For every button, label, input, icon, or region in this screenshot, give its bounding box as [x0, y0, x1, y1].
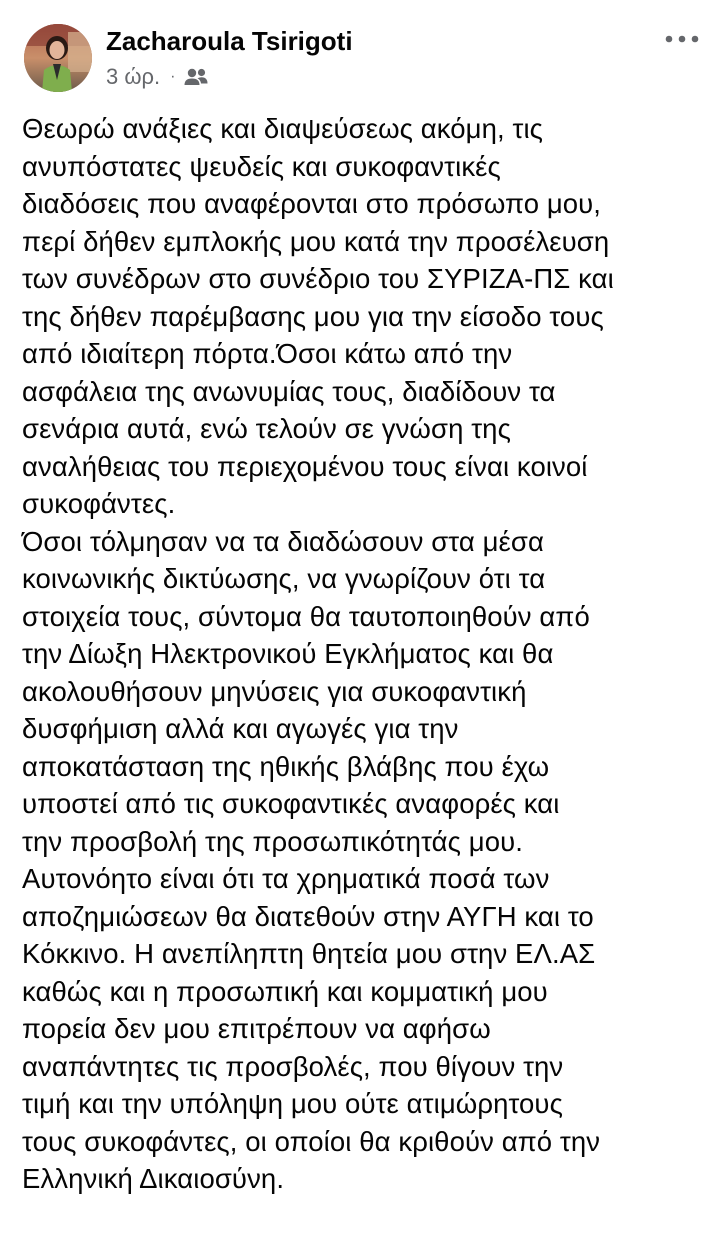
- post-text-line: των συνέδρων στο συνέδριο του ΣΥΡΙΖΑ-ΠΣ και: [22, 263, 614, 294]
- post-text-line: δυσφήμιση αλλά και αγωγές για την: [22, 713, 459, 744]
- post-header: [0, 0, 720, 100]
- post-text-line: Κόκκινο. Η ανεπίληπτη θητεία μου στην ΕΛ.ΑΣ: [22, 938, 596, 969]
- post-text-line: την προσβολή της προσωπικότητάς μου.: [22, 825, 523, 857]
- post-text-line: της δήθεν παρέμβασης μου για την είσοδο τους: [22, 300, 604, 332]
- meta-separator: ·: [170, 68, 176, 85]
- post-meta: [106, 64, 209, 90]
- post-text-line: ανυπόστατες ψευδείς και συκοφαντικές: [22, 150, 501, 182]
- post-text-line: Ελληνική Δικαιοσύνη.: [22, 1163, 285, 1194]
- author-name[interactable]: Zacharoula Tsirigoti: [106, 26, 353, 56]
- post-text-line: διαδόσεις που αναφέρονται στο πρόσωπο μου,: [22, 188, 602, 219]
- post-text-line: ακολουθήσουν μηνύσεις για συκοφαντική: [22, 675, 527, 707]
- post-text-line: από ιδιαίτερη πόρτα.Όσοι κάτω από την: [22, 338, 513, 369]
- post-text: [22, 110, 712, 1198]
- post-timestamp[interactable]: 3 ώρ.: [106, 64, 161, 89]
- friends-icon[interactable]: [183, 67, 209, 87]
- post-text-line: αναπάντητες τις προσβολές, που θίγουν την: [22, 1050, 564, 1082]
- more-horizontal-icon: [665, 35, 699, 43]
- post-text-line: την Δίωξη Ηλεκτρονικού Εγκλήματος και θα: [22, 638, 554, 669]
- post-text-line: συκοφάντες.: [22, 488, 176, 519]
- post-text-line: ασφάλεια της ανωνυμίας τους, διαδίδουν τα: [22, 375, 556, 407]
- avatar-photo: [24, 24, 92, 92]
- author-avatar[interactable]: [24, 24, 92, 92]
- post-text-line: πορεία δεν μου επιτρέπουν να αφήσω: [22, 1013, 491, 1044]
- post-text-line: αποζημιώσεων θα διατεθούν στην ΑΥΓΗ και το: [22, 900, 594, 932]
- post-text-line: τιμή και την υπόληψη μου ούτε ατιμώρητους: [22, 1088, 563, 1119]
- post-text-line: αποκατάσταση της ηθικής βλάβης που έχω: [22, 750, 550, 782]
- post-text-line: κοινωνικής δικτύωσης, να γνωρίζουν ότι τα: [22, 563, 546, 594]
- post-text-line: στοιχεία τους, σύντομα θα ταυτοποιηθούν από: [22, 600, 590, 632]
- more-options-button[interactable]: [664, 24, 700, 54]
- post-text-line: Αυτονόητο είναι ότι τα χρηματικά ποσά των: [22, 863, 550, 894]
- post-text-line: σενάρια αυτά, ενώ τελούν σε γνώση της: [22, 413, 511, 444]
- post-text-line: αναλήθειας του περιεχομένου τους είναι κοινοί: [22, 450, 588, 482]
- post-text-line: Θεωρώ ανάξιες και διαψεύσεως ακόμη, τις: [22, 113, 544, 144]
- post-text-line: τους συκοφάντες, οι οποίοι θα κριθούν από την: [22, 1125, 601, 1157]
- post-text-line: περί δήθεν εμπλοκής μου κατά την προσέλευση: [22, 225, 610, 257]
- post-text-line: Όσοι τόλμησαν να τα διαδώσουν στα μέσα: [22, 525, 544, 557]
- post-text-line: υποστεί από τις συκοφαντικές αναφορές και: [22, 788, 560, 819]
- post-text-line: καθώς και η προσωπική και κομματική μου: [22, 975, 548, 1007]
